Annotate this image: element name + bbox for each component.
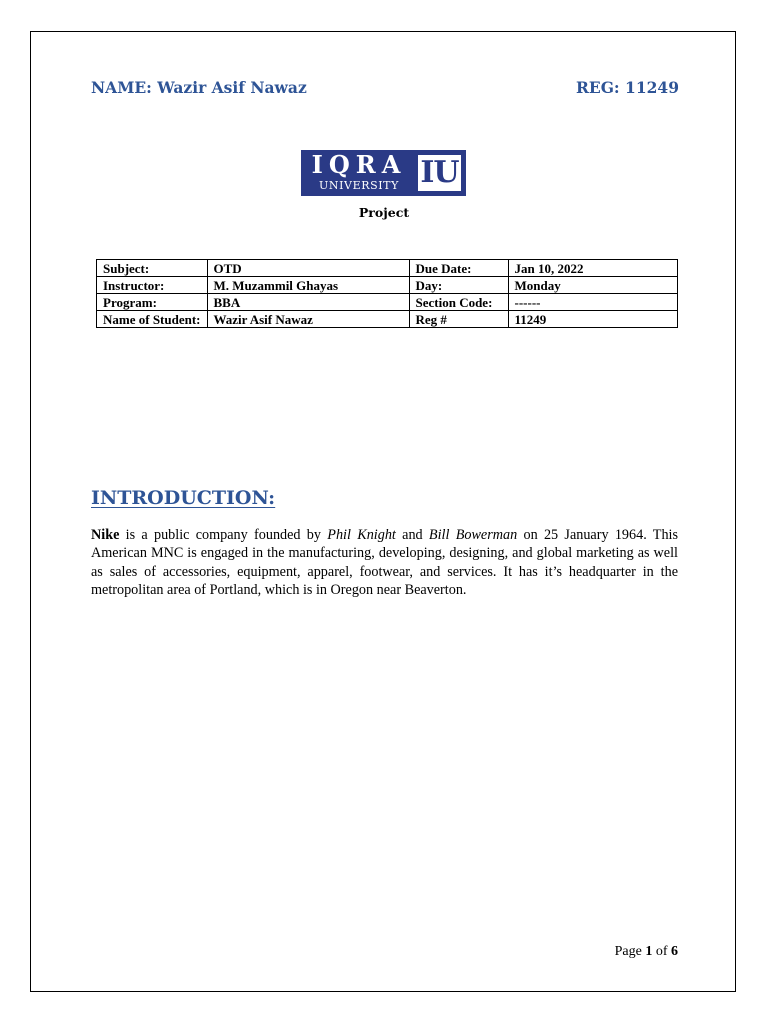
page-label: Page: [614, 944, 646, 959]
logo-badge: [416, 153, 463, 193]
table-cell: OTD: [207, 260, 409, 277]
table-cell: Reg #: [409, 311, 508, 328]
table-cell: Wazir Asif Nawaz: [207, 311, 409, 328]
student-name-header: NAME: Wazir Asif Nawaz: [91, 78, 307, 97]
founder-name: Bill Bowerman: [428, 527, 518, 543]
table-cell: Subject:: [97, 260, 208, 277]
table-cell: Jan 10, 2022: [508, 260, 678, 277]
project-caption: Project: [358, 205, 410, 220]
table-row: [97, 277, 678, 294]
table-cell: Due Date:: [409, 260, 508, 277]
logo-badge-text: IU: [420, 155, 459, 190]
table-cell: Monday: [508, 277, 678, 294]
table-cell: Name of Student:: [97, 311, 208, 328]
iqra-university-logo: [301, 150, 466, 196]
table-cell: ------: [508, 294, 678, 311]
total-page-count: 6: [671, 944, 678, 959]
logo-wordmark: [301, 150, 415, 196]
company-name: Nike: [91, 527, 120, 543]
paragraph-text: on 25 January 1964. This American MNC is engaged in the manufacturing, developing, designing, and global marketing as well as sales of accessories, equipment, apparel, footwear, and services. It has it’s headquarter in the metropolitan area of Portland, which is in Oregon near Beaverton.: [91, 527, 679, 598]
table-cell: Program:: [97, 294, 208, 311]
table-cell: Section Code:: [409, 294, 508, 311]
table-row: [97, 294, 678, 311]
paragraph-text: is a public company founded by: [119, 527, 328, 543]
table-cell: Day:: [409, 277, 508, 294]
table-cell: Instructor:: [97, 277, 208, 294]
founder-name: Phil Knight: [327, 527, 396, 543]
paragraph-text: and: [395, 527, 429, 543]
table-cell: M. Muzammil Ghayas: [207, 277, 409, 294]
table-cell: BBA: [207, 294, 409, 311]
assignment-info-table: [96, 259, 678, 328]
registration-header: REG: 11249: [576, 78, 679, 97]
table-row: [97, 260, 678, 277]
introduction-paragraph: [91, 526, 678, 599]
of-label: of: [652, 944, 671, 959]
page-number-footer: [615, 944, 678, 960]
table-row: [97, 311, 678, 328]
logo-line-university: UNIVERSITY: [319, 179, 399, 192]
logo-line-iqra: IQRA: [311, 150, 407, 179]
introduction-heading: INTRODUCTION:: [91, 487, 276, 509]
table-cell: 11249: [508, 311, 678, 328]
current-page-number: 1: [645, 944, 653, 959]
